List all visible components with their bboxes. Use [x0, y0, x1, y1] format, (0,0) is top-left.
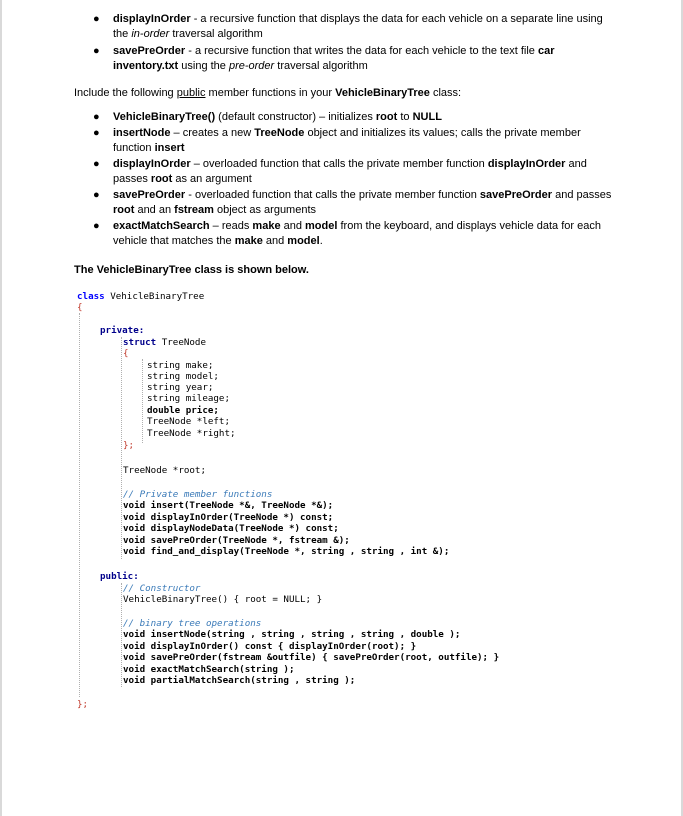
desc: .: [319, 235, 323, 247]
bold-term: root: [375, 111, 398, 123]
bullet-displayinorder-private: [90, 12, 620, 42]
indent-guide-public: [121, 583, 122, 687]
text: member functions in your: [205, 87, 336, 99]
func-name: VehicleBinaryTree(): [113, 111, 216, 123]
underlined-text: public: [176, 87, 206, 99]
func-name: savePreOrder: [113, 45, 186, 57]
bullet-savepreorder-public: [90, 188, 615, 218]
keyword: struct: [123, 337, 157, 348]
code-private-func: void displayInOrder(TreeNode *) const;: [123, 512, 334, 523]
bullet-insertnode: [90, 126, 615, 156]
code-struct-header: [123, 337, 206, 348]
indent-guide-class: [79, 313, 80, 697]
func-name: savePreOrder: [113, 189, 186, 201]
private-functions-list: [90, 12, 620, 74]
desc: – creates a new: [170, 127, 255, 139]
bold-term: model: [305, 220, 338, 232]
bold-term: fstream: [174, 204, 214, 216]
code-private-label: private:: [100, 325, 145, 336]
code-field: TreeNode *right;: [147, 428, 236, 439]
func-name: displayInOrder: [113, 13, 191, 25]
bold-term: savePreOrder: [479, 189, 553, 201]
desc: and: [280, 220, 306, 232]
text: Include the following: [74, 87, 177, 99]
bullet-constructor: [90, 110, 615, 125]
code-field: string model;: [147, 371, 219, 382]
code-comment-constructor: // Constructor: [123, 583, 201, 594]
code-root-decl: TreeNode *root;: [123, 465, 206, 476]
bullet-dot: ●: [93, 127, 100, 139]
bullet-dot: ●: [93, 220, 100, 232]
code-close-brace: };: [77, 699, 89, 710]
bullet-dot: ●: [93, 13, 100, 25]
desc: and passes: [552, 189, 612, 201]
desc: - overloaded function that calls the private member function: [185, 189, 480, 201]
code-private-func: void displayNodeData(TreeNode *) const;: [123, 523, 339, 534]
code-struct-close: };: [123, 440, 135, 451]
bold-term: root: [150, 173, 173, 185]
struct-name: TreeNode: [156, 337, 206, 348]
code-field: string mileage;: [147, 393, 230, 404]
func-name: displayInOrder: [113, 158, 191, 170]
func-name: insertNode: [113, 127, 171, 139]
code-public-func: void savePreOrder(fstream &outfile) { savePreOrder(root, outfile); }: [123, 652, 500, 663]
bullet-dot: ●: [93, 158, 100, 170]
code-class-header: [77, 291, 204, 302]
bold-term: insert: [154, 142, 185, 154]
desc: and: [262, 235, 288, 247]
desc: and an: [134, 204, 175, 216]
code-constructor: VehicleBinaryTree() { root = NULL; }: [123, 594, 323, 605]
code-struct-open: {: [123, 348, 129, 359]
bold-term: TreeNode: [254, 127, 305, 139]
bold-term: displayInOrder: [487, 158, 566, 170]
desc: from the keyboard, and displays vehicle data for each vehicle that matches the: [113, 220, 601, 247]
page-edge-left: [0, 0, 2, 816]
func-name: exactMatchSearch: [113, 220, 210, 232]
bullet-dot: ●: [93, 189, 100, 201]
desc: (default constructor) – initializes: [215, 111, 376, 123]
desc: traversal algorithm: [274, 60, 368, 72]
class-name: VehicleBinaryTree: [104, 291, 205, 302]
bold-term: make: [234, 235, 263, 247]
code-private-func: void insert(TreeNode *&, TreeNode *&);: [123, 500, 334, 511]
bullet-savepreorder-private: [90, 44, 620, 74]
bold-term: NULL: [412, 111, 442, 123]
bullet-exactmatchsearch: [90, 219, 615, 249]
desc: object as arguments: [213, 204, 317, 216]
code-private-func: void find_and_display(TreeNode *, string , string , int &);: [123, 546, 450, 557]
bullet-dot: ●: [93, 111, 100, 123]
desc: - a recursive function that writes the data for each vehicle to the text file: [185, 45, 538, 57]
code-field: string make;: [147, 360, 214, 371]
desc: to: [397, 111, 413, 123]
code-public-func: void insertNode(string , string , string , string , double );: [123, 629, 461, 640]
text: class:: [429, 87, 462, 99]
code-comment-operations: // binary tree operations: [123, 618, 262, 629]
desc: as an argument: [172, 173, 252, 185]
class-name: VehicleBinaryTree: [335, 87, 430, 99]
indent-guide-struct: [142, 359, 143, 443]
desc: object and initializes its values; calls the private member function: [113, 127, 581, 154]
code-open-brace: {: [77, 302, 83, 313]
code-public-func: void partialMatchSearch(string , string );: [123, 675, 356, 686]
desc: traversal algorithm: [169, 28, 263, 40]
code-field: TreeNode *left;: [147, 416, 230, 427]
file-name: car inventory.txt: [113, 45, 555, 72]
emphasis: pre-order: [228, 60, 275, 72]
class-shown-caption: The VehicleBinaryTree class is shown below.: [74, 264, 309, 276]
code-public-func: void displayInOrder() const { displayInOrder(root); }: [123, 641, 417, 652]
desc: using the: [178, 60, 229, 72]
bold-term: root: [113, 204, 135, 216]
bold-term: make: [252, 220, 281, 232]
keyword: class: [77, 291, 105, 302]
code-public-func: void exactMatchSearch(string );: [123, 664, 295, 675]
desc: and passes: [113, 158, 587, 185]
code-private-func: void savePreOrder(TreeNode *, fstream &);: [123, 535, 350, 546]
public-functions-list: [90, 110, 615, 249]
bullet-displayinorder-public: [90, 157, 615, 187]
include-paragraph: [74, 86, 634, 101]
indent-guide-private: [121, 337, 122, 559]
code-field: string year;: [147, 382, 214, 393]
desc: - a recursive function that displays the data for each vehicle on a separate line using the: [113, 13, 603, 40]
code-field: double price;: [147, 405, 219, 416]
desc: – overloaded function that calls the private member function: [190, 158, 488, 170]
desc: – reads: [209, 220, 253, 232]
bullet-dot: ●: [93, 45, 100, 57]
code-public-label: public:: [100, 571, 139, 582]
code-comment-private: // Private member functions: [123, 489, 273, 500]
emphasis: in-order: [131, 28, 170, 40]
bold-term: model: [287, 235, 320, 247]
